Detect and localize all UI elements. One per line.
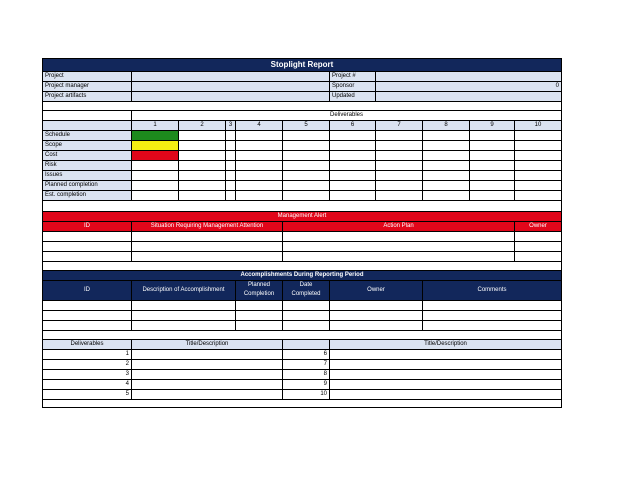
status-cell[interactable] [236, 141, 283, 150]
row-project [43, 72, 561, 82]
management-alert-title: Management Alert [277, 213, 327, 219]
management-alert-title-bar [43, 212, 561, 222]
status-cell[interactable] [236, 151, 283, 160]
stoplight-report-sheet [42, 58, 562, 408]
accomplishment-row [43, 311, 561, 321]
status-row [43, 171, 561, 181]
status-row-label: Issues [43, 171, 132, 180]
status-cell[interactable] [423, 191, 470, 200]
deliverable-list-row [43, 350, 561, 360]
status-cell[interactable] [470, 141, 515, 150]
acc-id-cell[interactable] [43, 311, 132, 320]
status-row-label: Est. completion [43, 191, 132, 200]
alert-owner-cell[interactable] [515, 242, 561, 251]
acc-comments-cell[interactable] [423, 301, 561, 310]
deliverable-number-right: 9 [283, 380, 330, 389]
status-cell[interactable] [515, 181, 561, 190]
status-cell[interactable] [376, 141, 423, 150]
accomplishments-headers [43, 281, 561, 301]
status-cell[interactable] [236, 171, 283, 180]
alert-row [43, 232, 561, 242]
spacer-row-4 [43, 331, 561, 340]
status-cell[interactable] [132, 161, 179, 170]
status-cell[interactable] [376, 151, 423, 160]
row-project-artifacts [43, 92, 561, 102]
accomplishments-title-bar [43, 271, 561, 281]
deliverables-list-headers [43, 340, 561, 350]
deliverable-title-right[interactable] [330, 360, 561, 369]
status-cell[interactable] [236, 181, 283, 190]
status-cell[interactable] [515, 191, 561, 200]
alert-header-action-plan: Action Plan [283, 222, 515, 231]
project-value[interactable] [132, 72, 330, 81]
acc-description-cell[interactable] [132, 301, 236, 310]
status-row [43, 131, 561, 141]
status-cell[interactable] [236, 191, 283, 200]
deliverables-list-title-left: Title/Description [132, 340, 283, 349]
status-cell[interactable] [330, 161, 376, 170]
status-cell[interactable] [376, 131, 423, 140]
deliverable-title-left[interactable] [132, 370, 283, 379]
status-cell[interactable] [330, 151, 376, 160]
status-cell[interactable] [470, 181, 515, 190]
updated-label: Updated [330, 92, 376, 101]
sponsor-value[interactable]: 0 [376, 82, 561, 91]
updated-value[interactable] [376, 92, 561, 101]
col-header-4: 4 [236, 121, 283, 130]
col-header-1: 1 [132, 121, 179, 130]
status-cell[interactable] [423, 131, 470, 140]
alert-id-cell[interactable] [43, 232, 132, 241]
status-cell[interactable] [283, 141, 330, 150]
col-header-9: 9 [470, 121, 515, 130]
spacer-row-3 [43, 262, 561, 271]
deliverable-title-left[interactable] [132, 380, 283, 389]
status-cell[interactable] [226, 131, 236, 140]
deliverable-title-right[interactable] [330, 350, 561, 359]
deliverable-list-row [43, 380, 561, 390]
col-header-5: 5 [283, 121, 330, 130]
status-cell[interactable] [515, 171, 561, 180]
status-cell[interactable] [132, 171, 179, 180]
status-row [43, 181, 561, 191]
alert-action-plan-cell[interactable] [283, 242, 515, 251]
alert-id-cell[interactable] [43, 252, 132, 261]
alert-action-plan-cell[interactable] [283, 232, 515, 241]
status-cell[interactable] [132, 151, 179, 160]
deliverable-list-row [43, 390, 561, 400]
status-row-label: Risk [43, 161, 132, 170]
status-row-label: Scope [43, 141, 132, 150]
col-header-8: 8 [423, 121, 470, 130]
status-cell[interactable] [132, 131, 179, 140]
alert-id-cell[interactable] [43, 242, 132, 251]
acc-header-comments: Comments [477, 287, 507, 293]
status-cell[interactable] [132, 141, 179, 150]
status-cell[interactable] [330, 191, 376, 200]
acc-comments-cell[interactable] [423, 311, 561, 320]
acc-header-description: Description of Accomplishment [132, 281, 236, 300]
col-header-10: 10 [534, 122, 542, 128]
deliverable-list-row [43, 370, 561, 380]
alert-situation-cell[interactable] [132, 232, 283, 241]
status-cell[interactable] [226, 171, 236, 180]
status-cell[interactable] [376, 191, 423, 200]
spacer-row-2 [43, 203, 561, 212]
status-cell[interactable] [515, 141, 561, 150]
status-cell[interactable] [283, 131, 330, 140]
report-title: Stoplight Report [270, 60, 334, 69]
status-cell[interactable] [283, 181, 330, 190]
status-cell[interactable] [179, 161, 226, 170]
status-cell[interactable] [376, 181, 423, 190]
status-cell[interactable] [330, 131, 376, 140]
status-cell[interactable] [470, 131, 515, 140]
acc-planned-cell[interactable] [236, 311, 283, 320]
status-cell[interactable] [226, 141, 236, 150]
col-header-6: 6 [330, 121, 376, 130]
status-cell[interactable] [423, 141, 470, 150]
status-cell[interactable] [470, 151, 515, 160]
deliverable-number-right: 7 [283, 360, 330, 369]
deliverable-number-left: 3 [43, 370, 132, 379]
status-cell[interactable] [179, 181, 226, 190]
deliverable-title-left[interactable] [132, 350, 283, 359]
alert-header-situation: Situation Requiring Management Attention [132, 222, 283, 231]
status-cell[interactable] [423, 171, 470, 180]
status-row-label: Schedule [43, 131, 132, 140]
alert-row [43, 252, 561, 262]
col-header-3: 3 [226, 121, 236, 130]
deliverable-title-right[interactable] [330, 370, 561, 379]
acc-id-cell[interactable] [43, 301, 132, 310]
status-cell[interactable] [376, 161, 423, 170]
accomplishment-row [43, 321, 561, 331]
status-row [43, 161, 561, 171]
acc-header-id: ID [43, 281, 132, 300]
status-cell[interactable] [515, 131, 561, 140]
status-cell[interactable] [470, 171, 515, 180]
project-label: Project [43, 72, 132, 81]
status-cell[interactable] [226, 191, 236, 200]
acc-header-owner: Owner [330, 281, 423, 300]
status-cell[interactable] [179, 151, 226, 160]
alert-owner-cell[interactable] [515, 232, 561, 241]
status-cell[interactable] [470, 161, 515, 170]
acc-description-cell[interactable] [132, 311, 236, 320]
status-cell[interactable] [423, 161, 470, 170]
deliverables-title: Deliverables [329, 112, 363, 118]
status-cell[interactable] [330, 141, 376, 150]
deliverable-title-right[interactable] [330, 380, 561, 389]
status-cell[interactable] [376, 171, 423, 180]
deliverables-column-headers [43, 121, 561, 131]
status-row-label: Planned completion [43, 181, 132, 190]
status-cell[interactable] [515, 151, 561, 160]
acc-planned-cell[interactable] [236, 321, 283, 330]
status-cell[interactable] [283, 171, 330, 180]
deliverable-list-row [43, 360, 561, 370]
acc-header-date-completed: Date Completed [283, 281, 330, 300]
status-cell[interactable] [470, 191, 515, 200]
alert-header-owner: Owner [529, 223, 547, 229]
status-cell[interactable] [330, 171, 376, 180]
deliverable-title-right[interactable] [330, 390, 561, 399]
status-cell[interactable] [423, 181, 470, 190]
project-artifacts-label: Project artifacts [43, 92, 132, 101]
col-header-7: 7 [376, 121, 423, 130]
status-cell[interactable] [132, 191, 179, 200]
status-cell[interactable] [179, 131, 226, 140]
acc-planned-cell[interactable] [236, 301, 283, 310]
acc-date-cell[interactable] [283, 301, 330, 310]
status-cell[interactable] [179, 191, 226, 200]
acc-date-cell[interactable] [283, 321, 330, 330]
deliverable-title-left[interactable] [132, 360, 283, 369]
status-cell[interactable] [132, 181, 179, 190]
alert-header-id: ID [43, 222, 132, 231]
deliverable-number-left: 5 [43, 390, 132, 399]
deliverables-list-title-right: Title/Description [424, 341, 467, 347]
acc-description-cell[interactable] [132, 321, 236, 330]
deliverable-number-left: 4 [43, 380, 132, 389]
status-row-label: Cost [43, 151, 132, 160]
project-manager-value[interactable] [132, 82, 330, 91]
deliverables-title-row [43, 111, 561, 121]
acc-owner-cell[interactable] [330, 301, 423, 310]
project-manager-label: Project manager [43, 82, 132, 91]
status-cell[interactable] [179, 141, 226, 150]
status-cell[interactable] [226, 161, 236, 170]
alert-owner-cell[interactable] [515, 252, 561, 261]
status-row [43, 151, 561, 161]
status-cell[interactable] [226, 181, 236, 190]
sponsor-label: Sponsor [330, 82, 376, 91]
status-cell[interactable] [226, 151, 236, 160]
col-header-2: 2 [179, 121, 226, 130]
project-number-label: Project # [330, 72, 376, 81]
deliverable-number-left: 1 [43, 350, 132, 359]
status-cell[interactable] [179, 171, 226, 180]
alert-action-plan-cell[interactable] [283, 252, 515, 261]
deliverable-number-right: 8 [283, 370, 330, 379]
alert-row [43, 242, 561, 252]
project-number-value[interactable] [376, 72, 561, 81]
acc-header-planned-completion: Planned Completion [236, 281, 283, 300]
report-title-bar [43, 59, 561, 72]
project-artifacts-value[interactable] [132, 92, 330, 101]
status-cell[interactable] [283, 191, 330, 200]
deliverable-number-right: 6 [283, 350, 330, 359]
acc-date-cell[interactable] [283, 311, 330, 320]
deliverable-number-right: 10 [283, 390, 330, 399]
accomplishments-title: Accomplishments During Reporting Period [240, 272, 364, 278]
status-cell[interactable] [515, 161, 561, 170]
acc-owner-cell[interactable] [330, 321, 423, 330]
management-alert-headers [43, 222, 561, 232]
acc-owner-cell[interactable] [330, 311, 423, 320]
accomplishment-row [43, 301, 561, 311]
status-row [43, 141, 561, 151]
status-cell[interactable] [236, 131, 283, 140]
status-cell[interactable] [423, 151, 470, 160]
status-cell[interactable] [330, 181, 376, 190]
deliverable-number-left: 2 [43, 360, 132, 369]
status-row [43, 191, 561, 201]
row-project-manager [43, 82, 561, 92]
deliverables-list-header: Deliverables [43, 340, 132, 349]
spacer-row [43, 102, 561, 111]
acc-comments-cell[interactable] [423, 321, 561, 330]
alert-situation-cell[interactable] [132, 242, 283, 251]
status-cell[interactable] [236, 161, 283, 170]
acc-id-cell[interactable] [43, 321, 132, 330]
deliverable-title-left[interactable] [132, 390, 283, 399]
status-cell[interactable] [283, 151, 330, 160]
alert-situation-cell[interactable] [132, 252, 283, 261]
status-cell[interactable] [283, 161, 330, 170]
